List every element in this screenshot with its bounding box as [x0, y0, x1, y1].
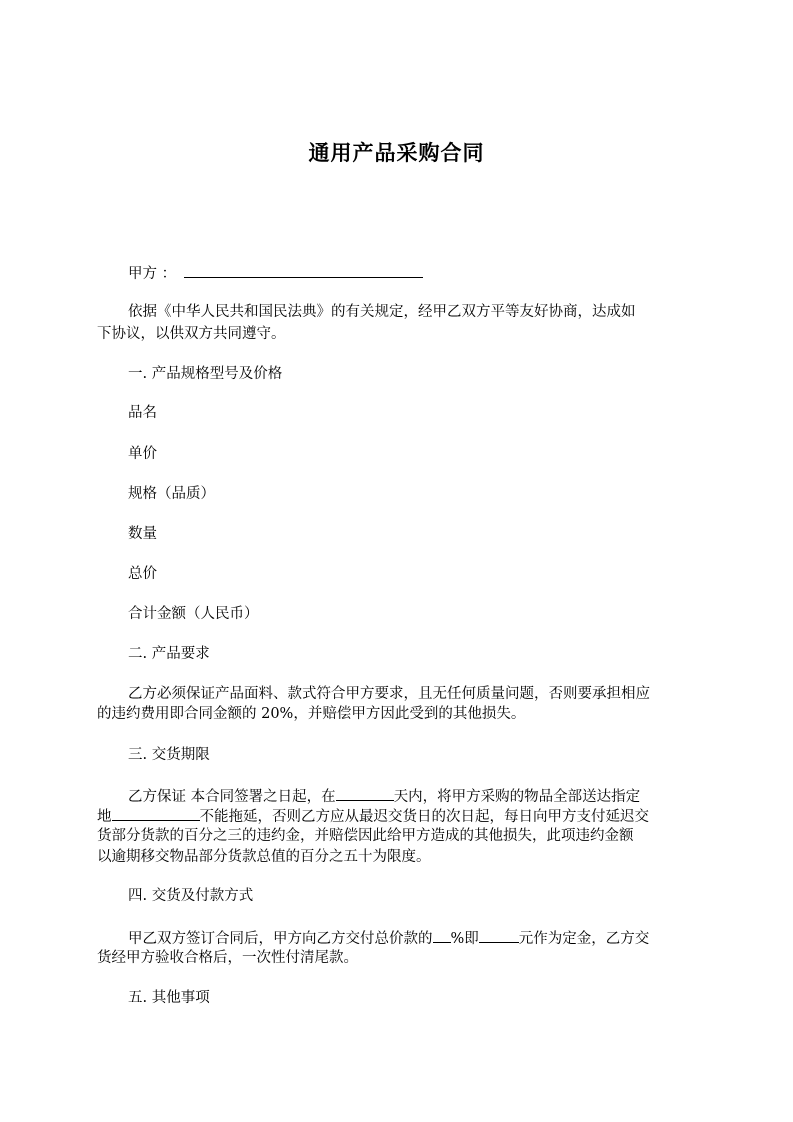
section3-line-4: 以逾期移交物品部分货款总值的百分之五十为限度。: [97, 849, 431, 865]
document-title: 通用产品采购合同: [308, 141, 485, 165]
section3-line-2: [97, 805, 649, 827]
section3-line-2-start: 地: [97, 809, 112, 825]
section3-line-1-end: 天内，将甲方采购的物品全部送达指定: [393, 789, 641, 805]
intro-line-1: 依据《中华人民共和国民法典》的有关规定，经甲乙双方平等友好协商，达成如: [128, 304, 636, 320]
item-total-price: 总价: [128, 566, 157, 582]
section3-line-1: [128, 785, 640, 807]
section2-line-2: 的违约费用即合同金额的 20%，并赔偿甲方因此受到的其他损失。: [97, 706, 526, 722]
section3-line-1-start: 乙方保证 本合同签署之日起，在: [128, 789, 336, 805]
section4-line-1-percent: %即: [450, 931, 479, 947]
item-specification: 规格（品质）: [128, 486, 215, 502]
section4-line-1: [128, 927, 649, 949]
party-a-line: [128, 262, 423, 284]
section5-heading: 五. 其他事项: [128, 990, 210, 1006]
section1-heading: 一. 产品规格型号及价格: [128, 366, 283, 382]
section3-line-3: 货部分货款的百分之三的违约金，并赔偿因此给甲方造成的其他损失，此项违约金额: [97, 828, 634, 844]
section4-heading: 四. 交货及付款方式: [128, 888, 254, 904]
party-a-label: 甲方 ：: [128, 266, 177, 282]
item-unit-price: 单价: [128, 446, 157, 462]
section4-line-1-end: 元作为定金，乙方交: [518, 931, 650, 947]
party-a-blank: [184, 262, 423, 278]
item-grand-total: 合计金额（人民币）: [128, 606, 259, 622]
section2-line-1: 乙方必须保证产品面料、款式符合甲方要求，且无任何质量问题，否则要承担相应: [128, 686, 650, 702]
section4-line-2: 货经甲方验收合格后，一次性付清尾款。: [97, 950, 358, 966]
intro-line-2: 下协议，以供双方共同遵守。: [97, 326, 286, 342]
delivery-location-blank: [112, 805, 200, 821]
section2-heading: 二. 产品要求: [128, 646, 210, 662]
item-product-name: 品名: [128, 405, 157, 421]
deposit-percent-blank: [433, 927, 451, 943]
item-quantity: 数量: [128, 526, 157, 542]
section3-heading: 三. 交货期限: [128, 747, 210, 763]
section3-line-2-end: 不能拖延，否则乙方应从最迟交货日的次日起，每日向甲方支付延迟交: [199, 809, 649, 825]
deposit-amount-blank: [479, 927, 519, 943]
delivery-days-blank: [336, 785, 394, 801]
section4-line-1-start: 甲乙双方签订合同后，甲方向乙方交付总价款的: [128, 931, 433, 947]
